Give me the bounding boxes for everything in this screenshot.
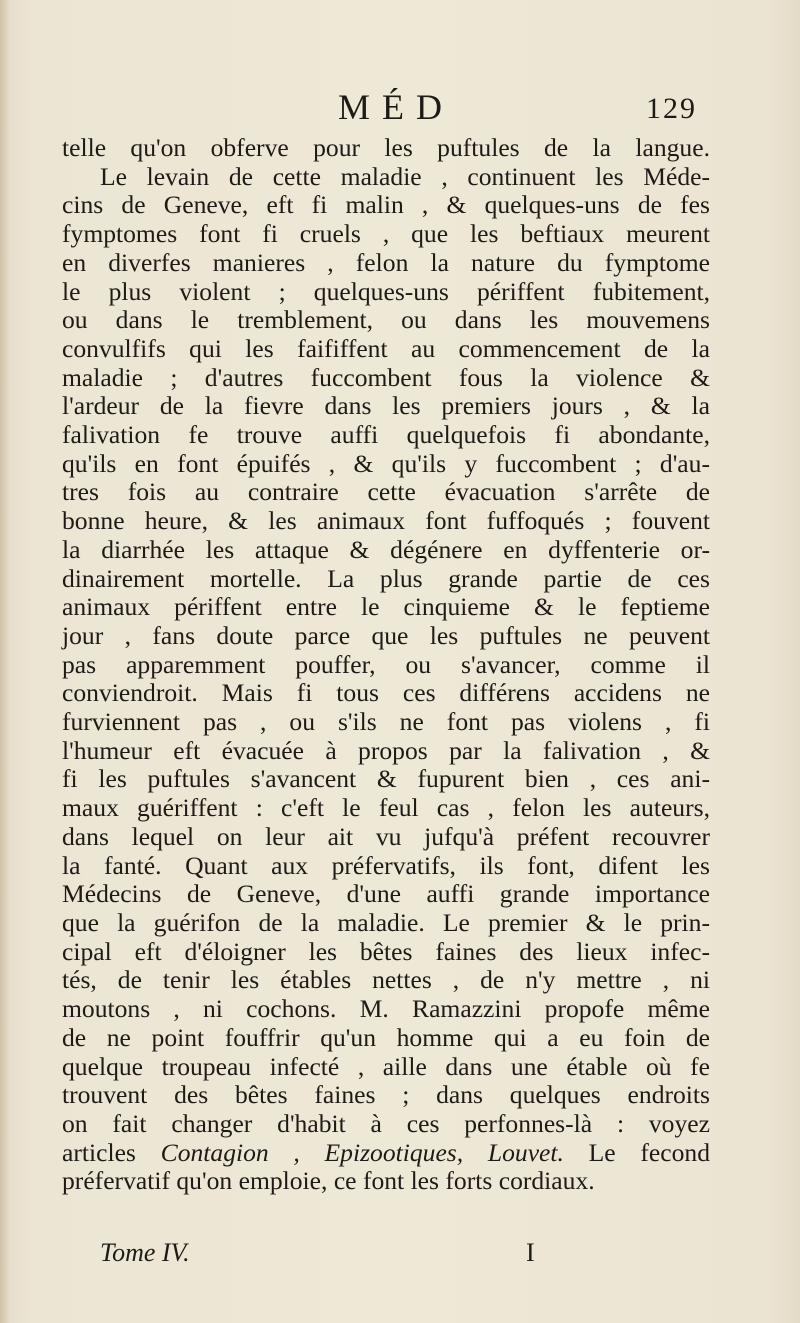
text-line: on fait changer d'habit à ces perfonnes-là : voyez xyxy=(62,1108,710,1138)
text-line: fi les puftules s'avancent & fupurent bien , ces ani- xyxy=(62,764,710,794)
text-line: Le levain de cette maladie , continuent les Méde- xyxy=(100,161,710,191)
text-line: tés, de tenir les étables nettes , de n'y mettre , ni xyxy=(62,965,710,995)
text-line: la fanté. Quant aux préfervatifs, ils font, difent les xyxy=(62,850,710,880)
text-line: convulfifs qui les faififfent au commencement de la xyxy=(62,333,710,363)
page-footer xyxy=(0,1238,800,1278)
text-line: l'ardeur de la fievre dans les premiers jours , & la xyxy=(62,391,710,421)
text-line: conviendroit. Mais fi tous ces différens accidens ne xyxy=(62,678,710,708)
text-line: furviennent pas , ou s'ils ne font pas violens , fi xyxy=(62,707,710,737)
articles-suffix: Le fecond xyxy=(563,1137,710,1167)
articles-cross-reference: Contagion , Epizootiques, Louvet. xyxy=(160,1137,564,1167)
text-line: quelque troupeau infecté , aille dans une étable où fe xyxy=(62,1051,710,1081)
text-line: falivation fe trouve auffi quelquefois fi abondante, xyxy=(62,420,710,450)
text-line: fymptomes font fi cruels , que les beftiaux meurent xyxy=(62,219,710,249)
text-line: animaux périffent entre le cinquieme & le feptieme xyxy=(62,592,710,622)
text-line: bonne heure, & les animaux font fuffoqués ; fouvent xyxy=(62,506,710,536)
text-line: en diverfes manieres , felon la nature du fymptome xyxy=(62,247,710,277)
text-line: la diarrhée les attaque & dégénere en dyffenterie or- xyxy=(62,534,710,564)
text-line: dans lequel on leur ait vu jufqu'à préfent recouvrer xyxy=(62,821,710,851)
text-line: moutons , ni cochons. M. Ramazzini propofe même xyxy=(62,994,710,1024)
text-line: Médecins de Geneve, d'une auffi grande importance xyxy=(62,879,710,909)
text-line: de ne point fouffrir qu'un homme qui a eu foin de xyxy=(62,1022,710,1052)
text-line: pas apparemment pouffer, ou s'avancer, comme il xyxy=(62,649,710,679)
running-head: MÉD xyxy=(338,87,454,127)
text-line-articles xyxy=(62,1139,710,1168)
text-line: qu'ils en font épuifés , & qu'ils y fuccombent ; d'au- xyxy=(62,448,710,478)
page-spine-shadow xyxy=(0,0,10,1323)
text-line: cins de Geneve, eft fi malin , & quelques-uns de fes xyxy=(62,190,710,220)
text-line: préfervatif qu'on emploie, ce font les forts cordiaux. xyxy=(62,1166,595,1196)
page-header xyxy=(0,86,800,132)
text-line: tres fois au contraire cette évacuation s'arrête de xyxy=(62,477,710,507)
page-number: 129 xyxy=(646,92,697,125)
text-line: dinairement mortelle. La plus grande partie de ces xyxy=(62,563,710,593)
text-line: jour , fans doute parce que les puftules ne peuvent xyxy=(62,620,710,650)
signature-mark: I xyxy=(526,1238,535,1267)
text-line: le plus violent ; quelques-uns périffent fubitement, xyxy=(62,276,710,306)
text-line: que la guérifon de la maladie. Le premier & le prin- xyxy=(62,907,710,937)
text-line: cipal eft d'éloigner les bêtes faines des lieux infec- xyxy=(62,936,710,966)
text-line: telle qu'on obferve pour les puftules de la langue. xyxy=(62,133,710,162)
text-line: l'humeur eft évacuée à propos par la falivation , & xyxy=(62,735,710,765)
text-line: ou dans le tremblement, ou dans les mouvemens xyxy=(62,305,710,335)
text-line: maux guériffent : c'eft le feul cas , felon les auteurs, xyxy=(62,793,710,823)
body-text xyxy=(62,134,710,1196)
text-line: maladie ; d'autres fuccombent fous la violence & xyxy=(62,362,710,392)
text-line: trouvent des bêtes faines ; dans quelques endroits xyxy=(62,1080,710,1110)
volume-signature: Tome IV. xyxy=(100,1238,190,1267)
articles-prefix: articles xyxy=(62,1137,161,1167)
